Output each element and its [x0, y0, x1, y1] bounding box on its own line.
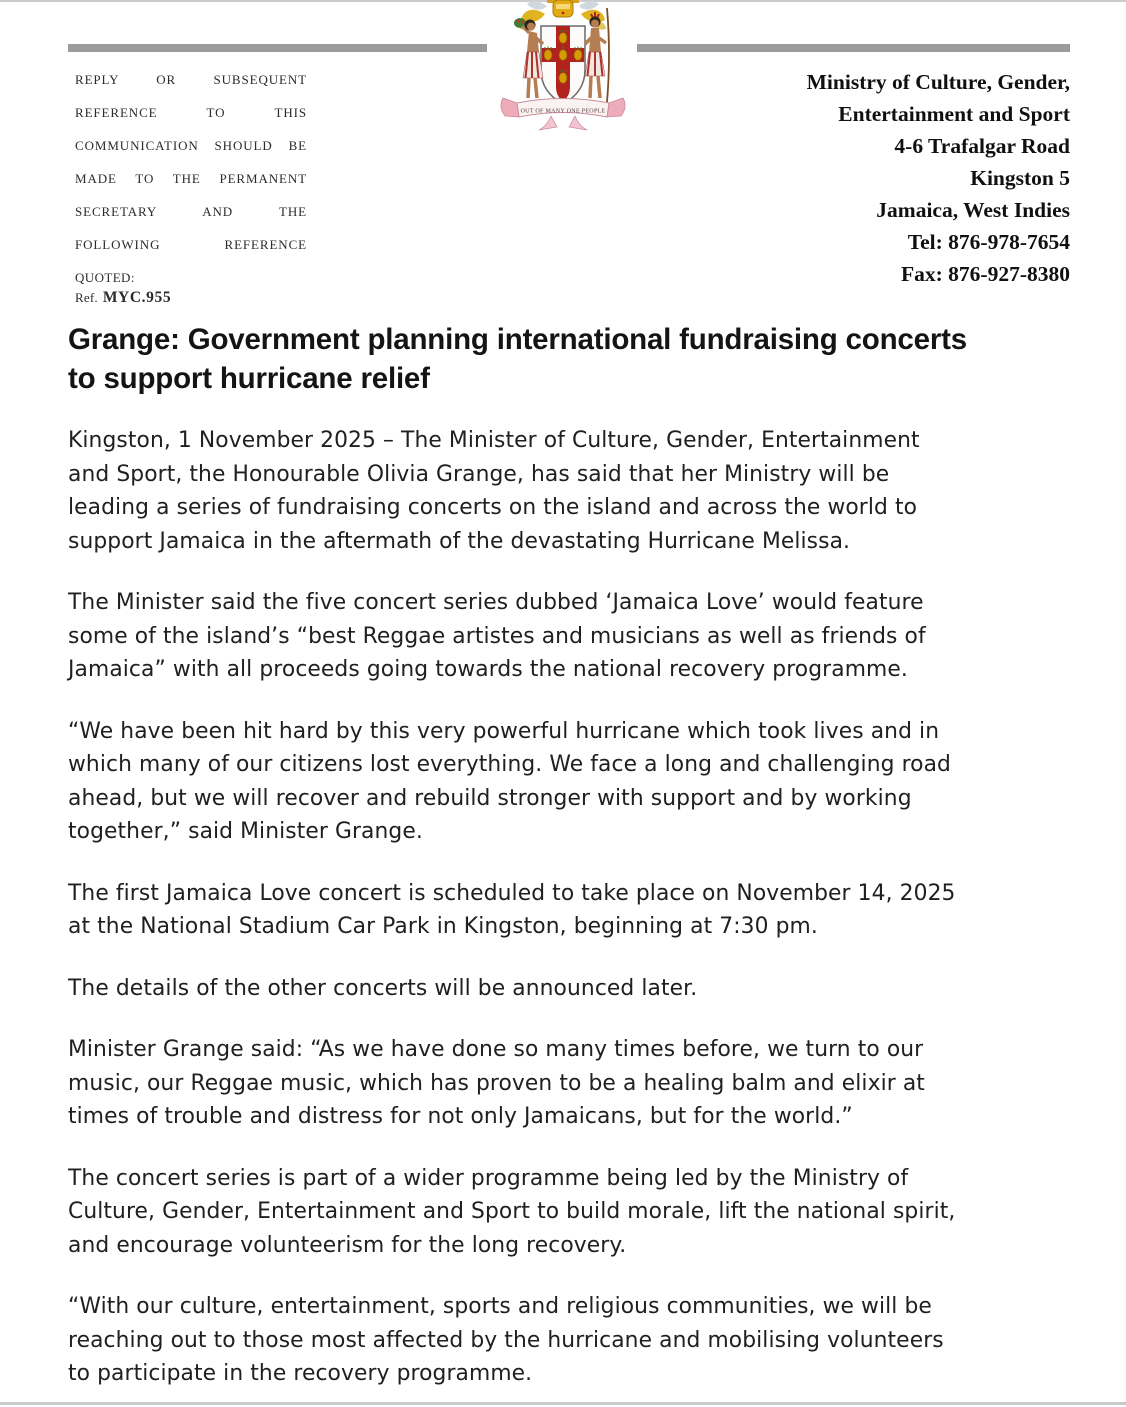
reference-note-line: MADE TO THE PERMANENT: [75, 171, 307, 186]
text-line: times of trouble and distress for not only Jamaicans, but for the world.”: [68, 1104, 853, 1129]
reference-note-line: QUOTED:: [75, 270, 135, 285]
page-bottom-divider: [0, 1402, 1126, 1405]
paragraph: [68, 1162, 1076, 1263]
reference-label: Ref.: [75, 289, 98, 305]
headline-line: Grange: Government planning international fundraising concerts: [68, 323, 967, 356]
motto-banner: [501, 98, 625, 130]
press-release-body: [68, 424, 1076, 1407]
text-line: “We have been hit hard by this very powerful hurricane which took lives and in: [68, 718, 940, 744]
text-line: “With our culture, entertainment, sports and religious communities, we will be: [68, 1294, 932, 1319]
ministry-address-line: 4-6 Trafalgar Road: [894, 134, 1070, 158]
text-line: which many of our citizens lost everything. We face a long and challenging road: [68, 752, 951, 777]
text-line: and Sport, the Honourable Olivia Grange, has said that her Ministry will be: [68, 461, 890, 487]
text-line: support Jamaica in the aftermath of the devastating Hurricane Melissa.: [68, 528, 851, 554]
header-rule-left: [68, 44, 487, 52]
text-line: together,” said Minister Grange.: [68, 819, 423, 844]
text-line: music, our Reggae music, which has proven to be a healing balm and elixir at: [68, 1070, 925, 1096]
text-line: at the National Stadium Car Park in Kingston, beginning at 7:30 pm.: [68, 914, 818, 939]
ministry-fax: Fax: 876-927-8380: [901, 262, 1070, 286]
paragraph: [68, 715, 1076, 849]
male-supporter: [585, 8, 609, 102]
text-line: Minister Grange said: “As we have done so many times before, we turn to our: [68, 1037, 924, 1062]
reference-note-line: SECRETARY AND THE: [75, 204, 307, 219]
paragraph: [68, 586, 1076, 687]
text-line: The Minister said the five concert series dubbed ‘Jamaica Love’ would feature: [68, 590, 924, 615]
ministry-address-line: Jamaica, West Indies: [876, 198, 1070, 222]
ministry-address: [807, 66, 1070, 290]
text-line: reaching out to those most affected by the hurricane and mobilising volunteers: [68, 1327, 944, 1353]
ministry-address-line: Entertainment and Sport: [838, 102, 1070, 126]
reference-number: [75, 290, 307, 307]
ministry-address-line: Ministry of Culture, Gender,: [806, 70, 1070, 94]
reference-value: MYC.955: [102, 288, 172, 306]
text-line: The first Jamaica Love concert is scheduled to take place on November 14, 2025: [68, 880, 956, 906]
paragraph: [68, 424, 1076, 558]
coat-of-arms-motto: OUT OF MANY ONE PEOPLE: [520, 108, 606, 115]
reference-note-line: FOLLOWING REFERENCE: [75, 237, 307, 252]
text-line: The details of the other concerts will be announced later.: [68, 975, 698, 1001]
text-line: ahead, but we will recover and rebuild stronger with support and by working: [68, 785, 912, 811]
ministry-phone: Tel: 876-978-7654: [907, 230, 1070, 254]
header-rule-right: [637, 44, 1070, 52]
headline-line: to support hurricane relief: [68, 362, 430, 395]
shield: [541, 26, 585, 104]
jamaica-coat-of-arms-icon: [487, 0, 639, 134]
reference-note-line: COMMUNICATION SHOULD BE: [75, 138, 307, 153]
reference-note: [75, 72, 307, 306]
text-line: to participate in the recovery programme.: [68, 1361, 533, 1386]
headline: [68, 320, 1078, 398]
female-supporter: [514, 18, 543, 98]
text-line: leading a series of fundraising concerts on the island and across the world to: [68, 495, 918, 520]
ministry-address-line: Kingston 5: [970, 166, 1070, 190]
paragraph: [68, 877, 1076, 944]
text-line: and encourage volunteerism for the long recovery.: [68, 1232, 627, 1258]
paragraph: [68, 972, 1076, 1006]
text-line: The concert series is part of a wider programme being led by the Ministry of: [68, 1165, 909, 1191]
text-line: Jamaica” with all proceeds going towards the national recovery programme.: [68, 657, 908, 682]
helmet: [547, 0, 579, 17]
reference-note-line: REPLY OR SUBSEQUENT: [75, 72, 307, 87]
text-line: Kingston, 1 November 2025 – The Minister of Culture, Gender, Entertainment: [68, 428, 920, 453]
text-line: some of the island’s “best Reggae artistes and musicians as well as friends of: [68, 623, 926, 649]
paragraph: [68, 1033, 1076, 1134]
paragraph: [68, 1290, 1076, 1391]
text-line: Culture, Gender, Entertainment and Sport to build morale, lift the national spirit,: [68, 1199, 956, 1224]
reference-note-line: REFERENCE TO THIS: [75, 105, 307, 120]
